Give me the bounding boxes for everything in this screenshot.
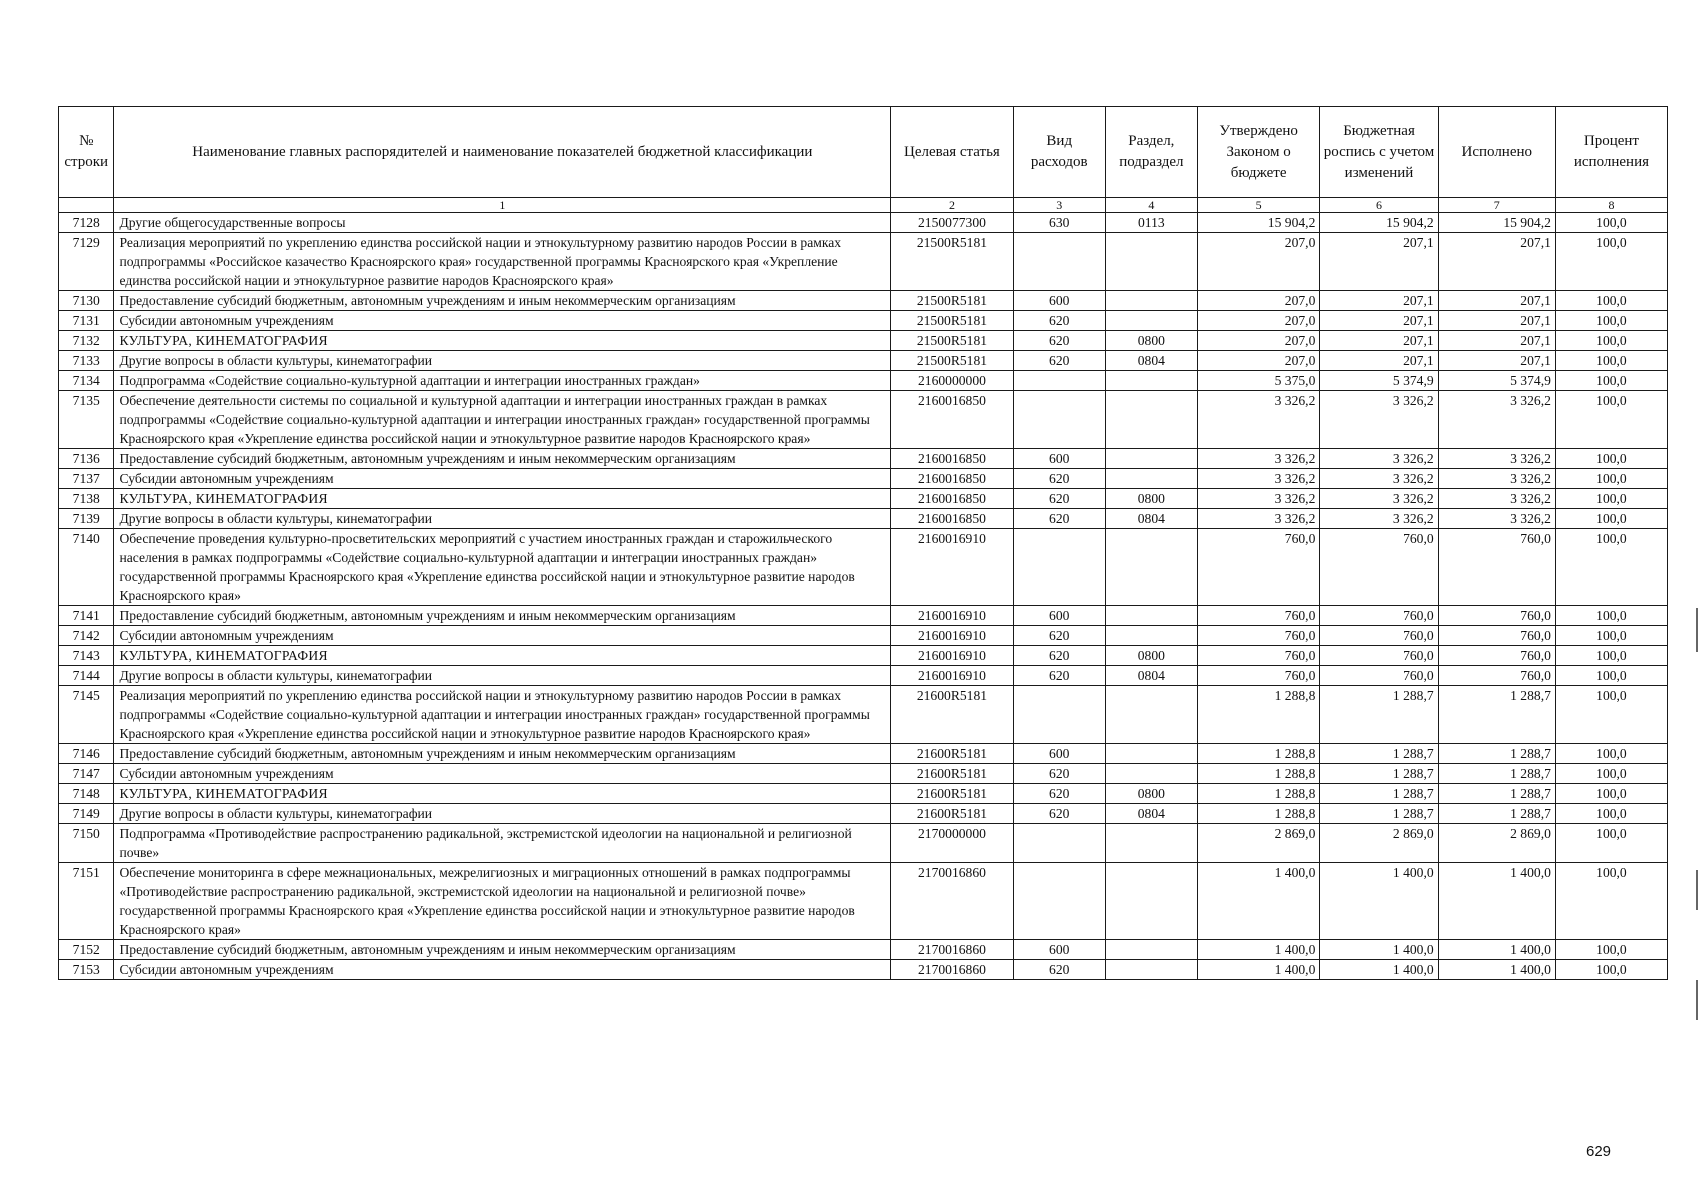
row-number: 7130 <box>59 291 114 311</box>
approved-amount: 207,0 <box>1197 351 1319 371</box>
target-article: 21500R5181 <box>891 311 1013 331</box>
schedule-amount: 207,1 <box>1320 233 1438 291</box>
header-target-article: Целевая статья <box>891 107 1013 198</box>
schedule-amount: 760,0 <box>1320 606 1438 626</box>
expense-type: 620 <box>1013 331 1105 351</box>
percent-executed: 100,0 <box>1555 469 1667 489</box>
expense-type <box>1013 863 1105 940</box>
schedule-amount: 3 326,2 <box>1320 469 1438 489</box>
percent-executed: 100,0 <box>1555 940 1667 960</box>
executed-amount: 1 400,0 <box>1438 960 1555 980</box>
expense-type: 620 <box>1013 469 1105 489</box>
header-row-number: № строки <box>59 107 114 198</box>
approved-amount: 207,0 <box>1197 331 1319 351</box>
expense-type: 620 <box>1013 351 1105 371</box>
section-code <box>1105 311 1197 331</box>
percent-executed: 100,0 <box>1555 509 1667 529</box>
row-name: Подпрограмма «Противодействие распространению радикальной, экстремистской идеологии на национальной и религиозной почве» <box>114 824 891 863</box>
header-percent: Процент исполнения <box>1555 107 1667 198</box>
section-code: 0804 <box>1105 509 1197 529</box>
column-number: 8 <box>1555 198 1667 213</box>
row-number: 7132 <box>59 331 114 351</box>
schedule-amount: 760,0 <box>1320 529 1438 606</box>
target-article: 2160000000 <box>891 371 1013 391</box>
target-article: 2160016910 <box>891 626 1013 646</box>
section-code <box>1105 529 1197 606</box>
column-number: 1 <box>114 198 891 213</box>
approved-amount: 1 288,8 <box>1197 804 1319 824</box>
row-number: 7140 <box>59 529 114 606</box>
approved-amount: 3 326,2 <box>1197 489 1319 509</box>
row-name: КУЛЬТУРА, КИНЕМАТОГРАФИЯ <box>114 331 891 351</box>
percent-executed: 100,0 <box>1555 646 1667 666</box>
expense-type <box>1013 233 1105 291</box>
executed-amount: 1 288,7 <box>1438 804 1555 824</box>
row-number: 7141 <box>59 606 114 626</box>
schedule-amount: 1 288,7 <box>1320 686 1438 744</box>
approved-amount: 3 326,2 <box>1197 469 1319 489</box>
row-number: 7128 <box>59 213 114 233</box>
target-article: 2160016910 <box>891 606 1013 626</box>
section-code <box>1105 233 1197 291</box>
header-approved: Утверждено Законом о бюджете <box>1197 107 1319 198</box>
executed-amount: 760,0 <box>1438 626 1555 646</box>
table-row <box>59 784 1668 804</box>
target-article: 21600R5181 <box>891 686 1013 744</box>
section-code: 0804 <box>1105 804 1197 824</box>
approved-amount: 1 288,8 <box>1197 764 1319 784</box>
target-article: 21500R5181 <box>891 351 1013 371</box>
table-row <box>59 606 1668 626</box>
executed-amount: 5 374,9 <box>1438 371 1555 391</box>
approved-amount: 1 400,0 <box>1197 940 1319 960</box>
header-executed: Исполнено <box>1438 107 1555 198</box>
schedule-amount: 1 288,7 <box>1320 784 1438 804</box>
percent-executed: 100,0 <box>1555 449 1667 469</box>
approved-amount: 760,0 <box>1197 666 1319 686</box>
percent-executed: 100,0 <box>1555 744 1667 764</box>
expense-type: 620 <box>1013 311 1105 331</box>
schedule-amount: 1 400,0 <box>1320 940 1438 960</box>
schedule-amount: 3 326,2 <box>1320 509 1438 529</box>
expense-type <box>1013 391 1105 449</box>
scan-edge-mark <box>1696 870 1698 910</box>
expense-type <box>1013 371 1105 391</box>
schedule-amount: 207,1 <box>1320 351 1438 371</box>
expense-type: 620 <box>1013 784 1105 804</box>
target-article: 2160016850 <box>891 469 1013 489</box>
executed-amount: 760,0 <box>1438 529 1555 606</box>
row-number: 7134 <box>59 371 114 391</box>
section-code: 0800 <box>1105 646 1197 666</box>
expense-type: 600 <box>1013 606 1105 626</box>
target-article: 2170016860 <box>891 960 1013 980</box>
schedule-amount: 207,1 <box>1320 291 1438 311</box>
expense-type: 620 <box>1013 764 1105 784</box>
expense-type <box>1013 686 1105 744</box>
executed-amount: 3 326,2 <box>1438 391 1555 449</box>
row-number: 7139 <box>59 509 114 529</box>
section-code <box>1105 960 1197 980</box>
header-expense-type: Вид расходов <box>1013 107 1105 198</box>
row-number: 7148 <box>59 784 114 804</box>
row-name: Субсидии автономным учреждениям <box>114 311 891 331</box>
expense-type: 620 <box>1013 646 1105 666</box>
target-article: 2160016850 <box>891 391 1013 449</box>
table-row <box>59 804 1668 824</box>
section-code: 0800 <box>1105 331 1197 351</box>
section-code: 0800 <box>1105 489 1197 509</box>
approved-amount: 760,0 <box>1197 646 1319 666</box>
table-row <box>59 824 1668 863</box>
expense-type: 620 <box>1013 960 1105 980</box>
executed-amount: 207,1 <box>1438 291 1555 311</box>
percent-executed: 100,0 <box>1555 213 1667 233</box>
executed-amount: 3 326,2 <box>1438 509 1555 529</box>
table-row <box>59 863 1668 940</box>
schedule-amount: 760,0 <box>1320 646 1438 666</box>
approved-amount: 207,0 <box>1197 291 1319 311</box>
section-code <box>1105 686 1197 744</box>
approved-amount: 207,0 <box>1197 233 1319 291</box>
percent-executed: 100,0 <box>1555 863 1667 940</box>
row-name: Другие вопросы в области культуры, кинематографии <box>114 351 891 371</box>
approved-amount: 1 288,8 <box>1197 784 1319 804</box>
approved-amount: 5 375,0 <box>1197 371 1319 391</box>
expense-type <box>1013 529 1105 606</box>
row-name: Предоставление субсидий бюджетным, автономным учреждениям и иным некоммерческим организациям <box>114 940 891 960</box>
section-code <box>1105 626 1197 646</box>
row-number: 7129 <box>59 233 114 291</box>
schedule-amount: 3 326,2 <box>1320 449 1438 469</box>
schedule-amount: 3 326,2 <box>1320 489 1438 509</box>
executed-amount: 1 288,7 <box>1438 744 1555 764</box>
table-row <box>59 469 1668 489</box>
approved-amount: 1 288,8 <box>1197 686 1319 744</box>
section-code <box>1105 469 1197 489</box>
row-name: Другие вопросы в области культуры, кинематографии <box>114 509 891 529</box>
row-number: 7133 <box>59 351 114 371</box>
row-number: 7150 <box>59 824 114 863</box>
percent-executed: 100,0 <box>1555 626 1667 646</box>
executed-amount: 1 400,0 <box>1438 863 1555 940</box>
row-name: Реализация мероприятий по укреплению единства российской нации и этнокультурному развитию народов России в рамках подпрограммы «Российское казачество Красноярского края» государственной программы Красноярского края «Укрепление единства российской нации и этнокультурное развитие народов Красноярского края» <box>114 233 891 291</box>
table-row <box>59 686 1668 744</box>
executed-amount: 1 288,7 <box>1438 686 1555 744</box>
column-number: 7 <box>1438 198 1555 213</box>
schedule-amount: 207,1 <box>1320 331 1438 351</box>
schedule-amount: 1 288,7 <box>1320 764 1438 784</box>
approved-amount: 3 326,2 <box>1197 509 1319 529</box>
table-row <box>59 744 1668 764</box>
row-number: 7137 <box>59 469 114 489</box>
schedule-amount: 3 326,2 <box>1320 391 1438 449</box>
target-article: 2160016910 <box>891 529 1013 606</box>
target-article: 2150077300 <box>891 213 1013 233</box>
approved-amount: 760,0 <box>1197 606 1319 626</box>
approved-amount: 760,0 <box>1197 626 1319 646</box>
approved-amount: 15 904,2 <box>1197 213 1319 233</box>
table-row <box>59 626 1668 646</box>
approved-amount: 3 326,2 <box>1197 391 1319 449</box>
column-number: 2 <box>891 198 1013 213</box>
schedule-amount: 2 869,0 <box>1320 824 1438 863</box>
schedule-amount: 1 288,7 <box>1320 744 1438 764</box>
table-row <box>59 509 1668 529</box>
executed-amount: 207,1 <box>1438 233 1555 291</box>
target-article: 21500R5181 <box>891 233 1013 291</box>
page-number: 629 <box>1586 1143 1612 1160</box>
table-row <box>59 351 1668 371</box>
table-row <box>59 489 1668 509</box>
table-body <box>59 213 1668 980</box>
section-code <box>1105 606 1197 626</box>
row-name: Реализация мероприятий по укреплению единства российской нации и этнокультурному развитию народов России в рамках подпрограммы «Содействие социально-культурной адаптации и интеграции иностранных граждан» государственной программы Красноярского края «Укрепление единства российской нации и этнокультурное развитие народов Красноярского края» <box>114 686 891 744</box>
target-article: 2170016860 <box>891 863 1013 940</box>
column-number-blank <box>59 198 114 213</box>
expense-type: 620 <box>1013 626 1105 646</box>
row-name: Предоставление субсидий бюджетным, автономным учреждениям и иным некоммерческим организациям <box>114 291 891 311</box>
executed-amount: 3 326,2 <box>1438 469 1555 489</box>
row-name: Другие общегосударственные вопросы <box>114 213 891 233</box>
executed-amount: 207,1 <box>1438 311 1555 331</box>
percent-executed: 100,0 <box>1555 489 1667 509</box>
row-number: 7138 <box>59 489 114 509</box>
percent-executed: 100,0 <box>1555 331 1667 351</box>
approved-amount: 760,0 <box>1197 529 1319 606</box>
schedule-amount: 760,0 <box>1320 666 1438 686</box>
header-budget-schedule: Бюджетная роспись с учетом изменений <box>1320 107 1438 198</box>
section-code: 0800 <box>1105 784 1197 804</box>
percent-executed: 100,0 <box>1555 311 1667 331</box>
header-row <box>59 107 1668 198</box>
expense-type: 600 <box>1013 940 1105 960</box>
section-code: 0804 <box>1105 351 1197 371</box>
table-row <box>59 233 1668 291</box>
row-name: Субсидии автономным учреждениям <box>114 626 891 646</box>
header-section: Раздел, подраздел <box>1105 107 1197 198</box>
percent-executed: 100,0 <box>1555 784 1667 804</box>
row-name: Субсидии автономным учреждениям <box>114 469 891 489</box>
row-name: Предоставление субсидий бюджетным, автономным учреждениям и иным некоммерческим организациям <box>114 606 891 626</box>
schedule-amount: 15 904,2 <box>1320 213 1438 233</box>
target-article: 21600R5181 <box>891 804 1013 824</box>
expense-type: 600 <box>1013 291 1105 311</box>
percent-executed: 100,0 <box>1555 529 1667 606</box>
row-name: Другие вопросы в области культуры, кинематографии <box>114 804 891 824</box>
section-code <box>1105 291 1197 311</box>
executed-amount: 1 288,7 <box>1438 784 1555 804</box>
row-name: КУЛЬТУРА, КИНЕМАТОГРАФИЯ <box>114 646 891 666</box>
row-number: 7131 <box>59 311 114 331</box>
expense-type: 600 <box>1013 449 1105 469</box>
approved-amount: 1 400,0 <box>1197 863 1319 940</box>
percent-executed: 100,0 <box>1555 686 1667 744</box>
section-code <box>1105 744 1197 764</box>
row-name: Подпрограмма «Содействие социально-культурной адаптации и интеграции иностранных граждан» <box>114 371 891 391</box>
row-name: Обеспечение проведения культурно-просветительских мероприятий с участием иностранных граждан и старожильческого населения в рамках подпрограммы «Содействие социально-культурной адаптации и интеграции иностранных граждан» государственной программы Красноярского края «Укрепление единства российской нации и этнокультурное развитие народов Красноярского края» <box>114 529 891 606</box>
row-number: 7153 <box>59 960 114 980</box>
row-name: КУЛЬТУРА, КИНЕМАТОГРАФИЯ <box>114 784 891 804</box>
row-name: Субсидии автономным учреждениям <box>114 960 891 980</box>
table-row <box>59 449 1668 469</box>
approved-amount: 1 400,0 <box>1197 960 1319 980</box>
row-name: Субсидии автономным учреждениям <box>114 764 891 784</box>
percent-executed: 100,0 <box>1555 666 1667 686</box>
percent-executed: 100,0 <box>1555 391 1667 449</box>
target-article: 2160016910 <box>891 666 1013 686</box>
target-article: 21500R5181 <box>891 291 1013 311</box>
percent-executed: 100,0 <box>1555 351 1667 371</box>
percent-executed: 100,0 <box>1555 371 1667 391</box>
expense-type: 630 <box>1013 213 1105 233</box>
budget-table-sheet <box>58 106 1668 980</box>
expense-type: 620 <box>1013 489 1105 509</box>
target-article: 2160016850 <box>891 489 1013 509</box>
schedule-amount: 5 374,9 <box>1320 371 1438 391</box>
row-name: Обеспечение мониторинга в сфере межнациональных, межрелигиозных и миграционных отношений в рамках подпрограммы «Противодействие распространению радикальной, экстремистской идеологии на национальной и религиозной почве» государственной программы Красноярского края «Укрепление единства российской нации и этнокультурное развитие народов Красноярского края» <box>114 863 891 940</box>
row-number: 7136 <box>59 449 114 469</box>
target-article: 2170016860 <box>891 940 1013 960</box>
column-number: 3 <box>1013 198 1105 213</box>
row-name: Предоставление субсидий бюджетным, автономным учреждениям и иным некоммерческим организациям <box>114 744 891 764</box>
table-row <box>59 331 1668 351</box>
row-number: 7145 <box>59 686 114 744</box>
table-row <box>59 291 1668 311</box>
percent-executed: 100,0 <box>1555 764 1667 784</box>
budget-table <box>58 106 1668 980</box>
row-number: 7142 <box>59 626 114 646</box>
row-number: 7135 <box>59 391 114 449</box>
target-article: 2160016850 <box>891 509 1013 529</box>
schedule-amount: 1 400,0 <box>1320 863 1438 940</box>
target-article: 21500R5181 <box>891 331 1013 351</box>
row-name: КУЛЬТУРА, КИНЕМАТОГРАФИЯ <box>114 489 891 509</box>
target-article: 2160016850 <box>891 449 1013 469</box>
schedule-amount: 760,0 <box>1320 626 1438 646</box>
table-row <box>59 371 1668 391</box>
section-code <box>1105 764 1197 784</box>
executed-amount: 760,0 <box>1438 606 1555 626</box>
executed-amount: 207,1 <box>1438 351 1555 371</box>
expense-type <box>1013 824 1105 863</box>
section-code: 0804 <box>1105 666 1197 686</box>
approved-amount: 207,0 <box>1197 311 1319 331</box>
section-code <box>1105 391 1197 449</box>
schedule-amount: 207,1 <box>1320 311 1438 331</box>
scan-edge-mark <box>1696 980 1698 1020</box>
section-code <box>1105 371 1197 391</box>
expense-type: 620 <box>1013 804 1105 824</box>
table-row <box>59 940 1668 960</box>
section-code: 0113 <box>1105 213 1197 233</box>
column-number: 4 <box>1105 198 1197 213</box>
target-article: 21600R5181 <box>891 764 1013 784</box>
executed-amount: 760,0 <box>1438 646 1555 666</box>
executed-amount: 207,1 <box>1438 331 1555 351</box>
table-row <box>59 764 1668 784</box>
table-row <box>59 311 1668 331</box>
executed-amount: 1 288,7 <box>1438 764 1555 784</box>
row-name: Предоставление субсидий бюджетным, автономным учреждениям и иным некоммерческим организациям <box>114 449 891 469</box>
percent-executed: 100,0 <box>1555 291 1667 311</box>
approved-amount: 3 326,2 <box>1197 449 1319 469</box>
expense-type: 620 <box>1013 509 1105 529</box>
column-number-row <box>59 198 1668 213</box>
target-article: 21600R5181 <box>891 784 1013 804</box>
executed-amount: 2 869,0 <box>1438 824 1555 863</box>
approved-amount: 1 288,8 <box>1197 744 1319 764</box>
row-number: 7151 <box>59 863 114 940</box>
target-article: 21600R5181 <box>891 744 1013 764</box>
executed-amount: 3 326,2 <box>1438 489 1555 509</box>
percent-executed: 100,0 <box>1555 960 1667 980</box>
row-number: 7152 <box>59 940 114 960</box>
expense-type: 600 <box>1013 744 1105 764</box>
percent-executed: 100,0 <box>1555 606 1667 626</box>
row-name: Обеспечение деятельности системы по социальной и культурной адаптации и интеграции иностранных граждан в рамках подпрограммы «Содействие социально-культурной адаптации и интеграции иностранных граждан» государственной программы Красноярского края «Укрепление единства российской нации и этнокультурное развитие народов Красноярского края» <box>114 391 891 449</box>
table-row <box>59 646 1668 666</box>
schedule-amount: 1 288,7 <box>1320 804 1438 824</box>
table-row <box>59 666 1668 686</box>
table-row <box>59 529 1668 606</box>
table-row <box>59 213 1668 233</box>
executed-amount: 3 326,2 <box>1438 449 1555 469</box>
section-code <box>1105 824 1197 863</box>
expense-type: 620 <box>1013 666 1105 686</box>
table-row <box>59 391 1668 449</box>
executed-amount: 1 400,0 <box>1438 940 1555 960</box>
scan-edge-mark <box>1696 608 1698 652</box>
row-number: 7146 <box>59 744 114 764</box>
section-code <box>1105 449 1197 469</box>
target-article: 2170000000 <box>891 824 1013 863</box>
percent-executed: 100,0 <box>1555 233 1667 291</box>
schedule-amount: 1 400,0 <box>1320 960 1438 980</box>
column-number: 6 <box>1320 198 1438 213</box>
target-article: 2160016910 <box>891 646 1013 666</box>
row-number: 7147 <box>59 764 114 784</box>
section-code <box>1105 940 1197 960</box>
row-name: Другие вопросы в области культуры, кинематографии <box>114 666 891 686</box>
executed-amount: 15 904,2 <box>1438 213 1555 233</box>
percent-executed: 100,0 <box>1555 804 1667 824</box>
row-number: 7143 <box>59 646 114 666</box>
row-number: 7144 <box>59 666 114 686</box>
column-number: 5 <box>1197 198 1319 213</box>
executed-amount: 760,0 <box>1438 666 1555 686</box>
header-name: Наименование главных распорядителей и наименование показателей бюджетной классификации <box>114 107 891 198</box>
table-row <box>59 960 1668 980</box>
row-number: 7149 <box>59 804 114 824</box>
percent-executed: 100,0 <box>1555 824 1667 863</box>
section-code <box>1105 863 1197 940</box>
approved-amount: 2 869,0 <box>1197 824 1319 863</box>
